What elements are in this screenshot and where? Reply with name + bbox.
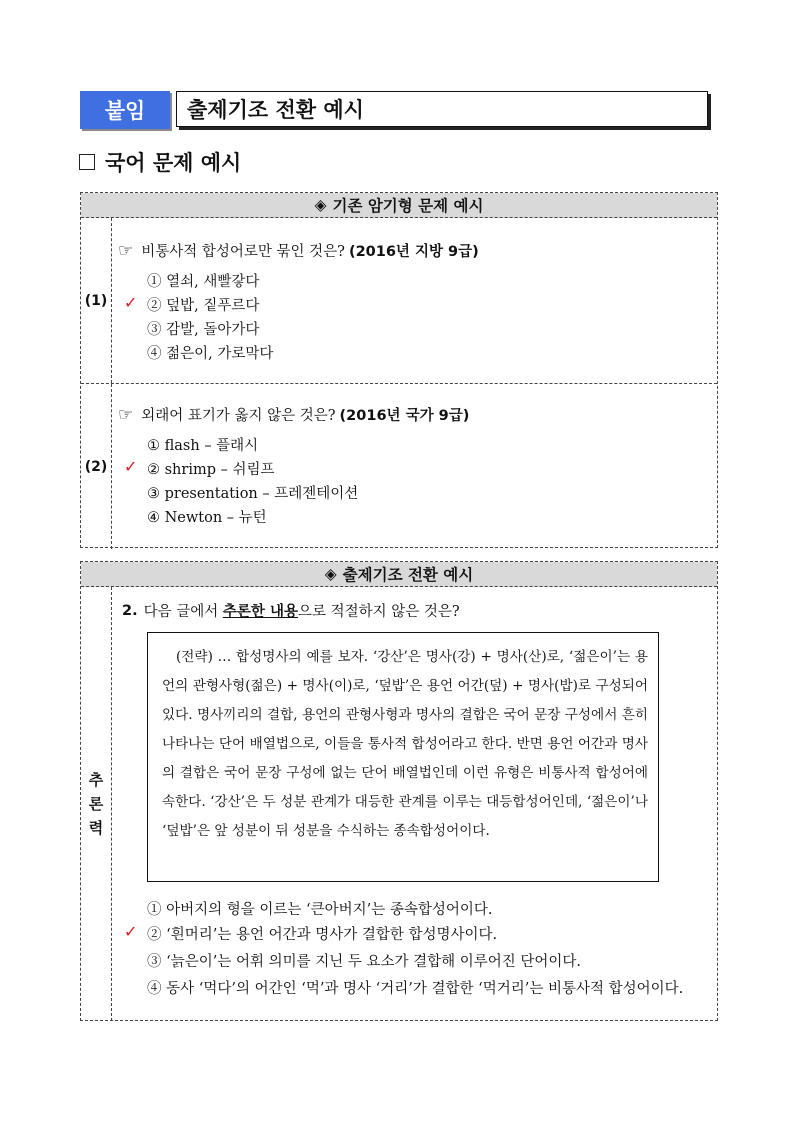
option: ④ 동사 ‘먹다’의 어간인 ‘먹’과 명사 ‘거리’가 결합한 ‘먹거리’는 비통사적 합성어이다. [147,981,684,997]
check-mark-icon: ✓ [124,457,138,476]
section-title [79,147,241,177]
diamond-icon: ◈ [314,196,327,214]
reformed-question-table [80,561,718,1021]
question-row [81,218,717,384]
question-source: (2016년 지방 9급) [348,244,479,260]
category-label-text: 추 론 력 [88,771,104,837]
option: ① 아버지의 형을 이르는 ‘큰아버지’는 종속합성어이다. [147,902,493,918]
option: ③ 감발, 돌아가다 [147,322,260,338]
underlined-keyword: 추론한 내용 [222,603,298,620]
checkbox-square-icon [79,154,95,170]
option: ② ‘흰머리’는 용언 어간과 명사가 결합한 합성명사이다. [147,927,498,943]
page-title: 출제기조 전환 예시 [176,91,708,127]
passage-text: (전략) … 합성명사의 예를 보자. ‘강산’은 명사(강) + 명사(산)로, ‘젊은이’는 용언의 관형사형(젊은) + 명사(이)로, ‘덮밥’은 용언 어간(덮) + 명사(밥)로 구성되어 있다. 명사끼리의 결합, 용언의 관형사형과 명사의 결합은 국어 문장 구성에서 흔히 나타나는 단어 배열법으로, 이들을 통사적 합성어라고 한다. 반면 용언 어간과 명사의 결합은 국어 문장 구성에 없는 단어 배열법인데 이런 유형은 비통사적 합성어에 속한다. ‘강산’은 두 성분 관계가 대등한 관계를 이루는 대등합성어인데, ‘젊은이’나 ‘덮밥’은 앞 성분이 뒤 성분을 수식하는 종속합성어이다. [162,649,648,839]
section-title-text: 국어 문제 예시 [105,151,242,175]
check-mark-icon: ✓ [124,293,138,312]
pointing-hand-icon: ☞ [118,404,134,425]
option: ② shrimp – 쉬림프 [147,462,275,478]
question-text: ☞ 비통사적 합성어로만 묶인 것은? (2016년 지방 9급) [118,240,479,261]
option: ① flash – 플래시 [147,438,259,454]
option: ① 열쇠, 새빨갛다 [147,274,260,290]
question-source: (2016년 국가 9급) [339,408,470,424]
question-row [81,587,717,1021]
option: ② 덮밥, 짙푸르다 [147,298,260,314]
category-label [81,587,112,1021]
question-text: ☞ 외래어 표기가 옳지 않은 것은? (2016년 국가 9급) [118,404,470,425]
option: ③ ‘늙은이’는 어휘 의미를 지닌 두 요소가 결합해 이루어진 단어이다. [147,954,581,970]
question-row [81,384,717,549]
table-heading-text: 출제기조 전환 예시 [342,566,474,584]
appendix-badge: 붙임 [80,91,170,129]
existing-questions-table [80,192,718,548]
question-number: 2. [122,602,138,619]
reading-passage [147,632,659,882]
option: ④ Newton – 뉴턴 [147,510,267,526]
option: ③ presentation – 프레젠테이션 [147,486,359,502]
pointing-hand-icon: ☞ [118,240,134,261]
diamond-icon: ◈ [324,565,337,583]
check-mark-icon: ✓ [124,922,138,941]
table-heading-text: 기존 암기형 문제 예시 [332,197,484,215]
question-label: (1) [81,218,112,383]
option: ④ 젊은이, 가로막다 [147,346,274,362]
question-text: 2. 다음 글에서 추론한 내용 으로 적절하지 않은 것은? [122,600,460,621]
question-label: (2) [81,384,112,549]
table-heading [81,193,717,218]
table-heading [81,562,717,587]
